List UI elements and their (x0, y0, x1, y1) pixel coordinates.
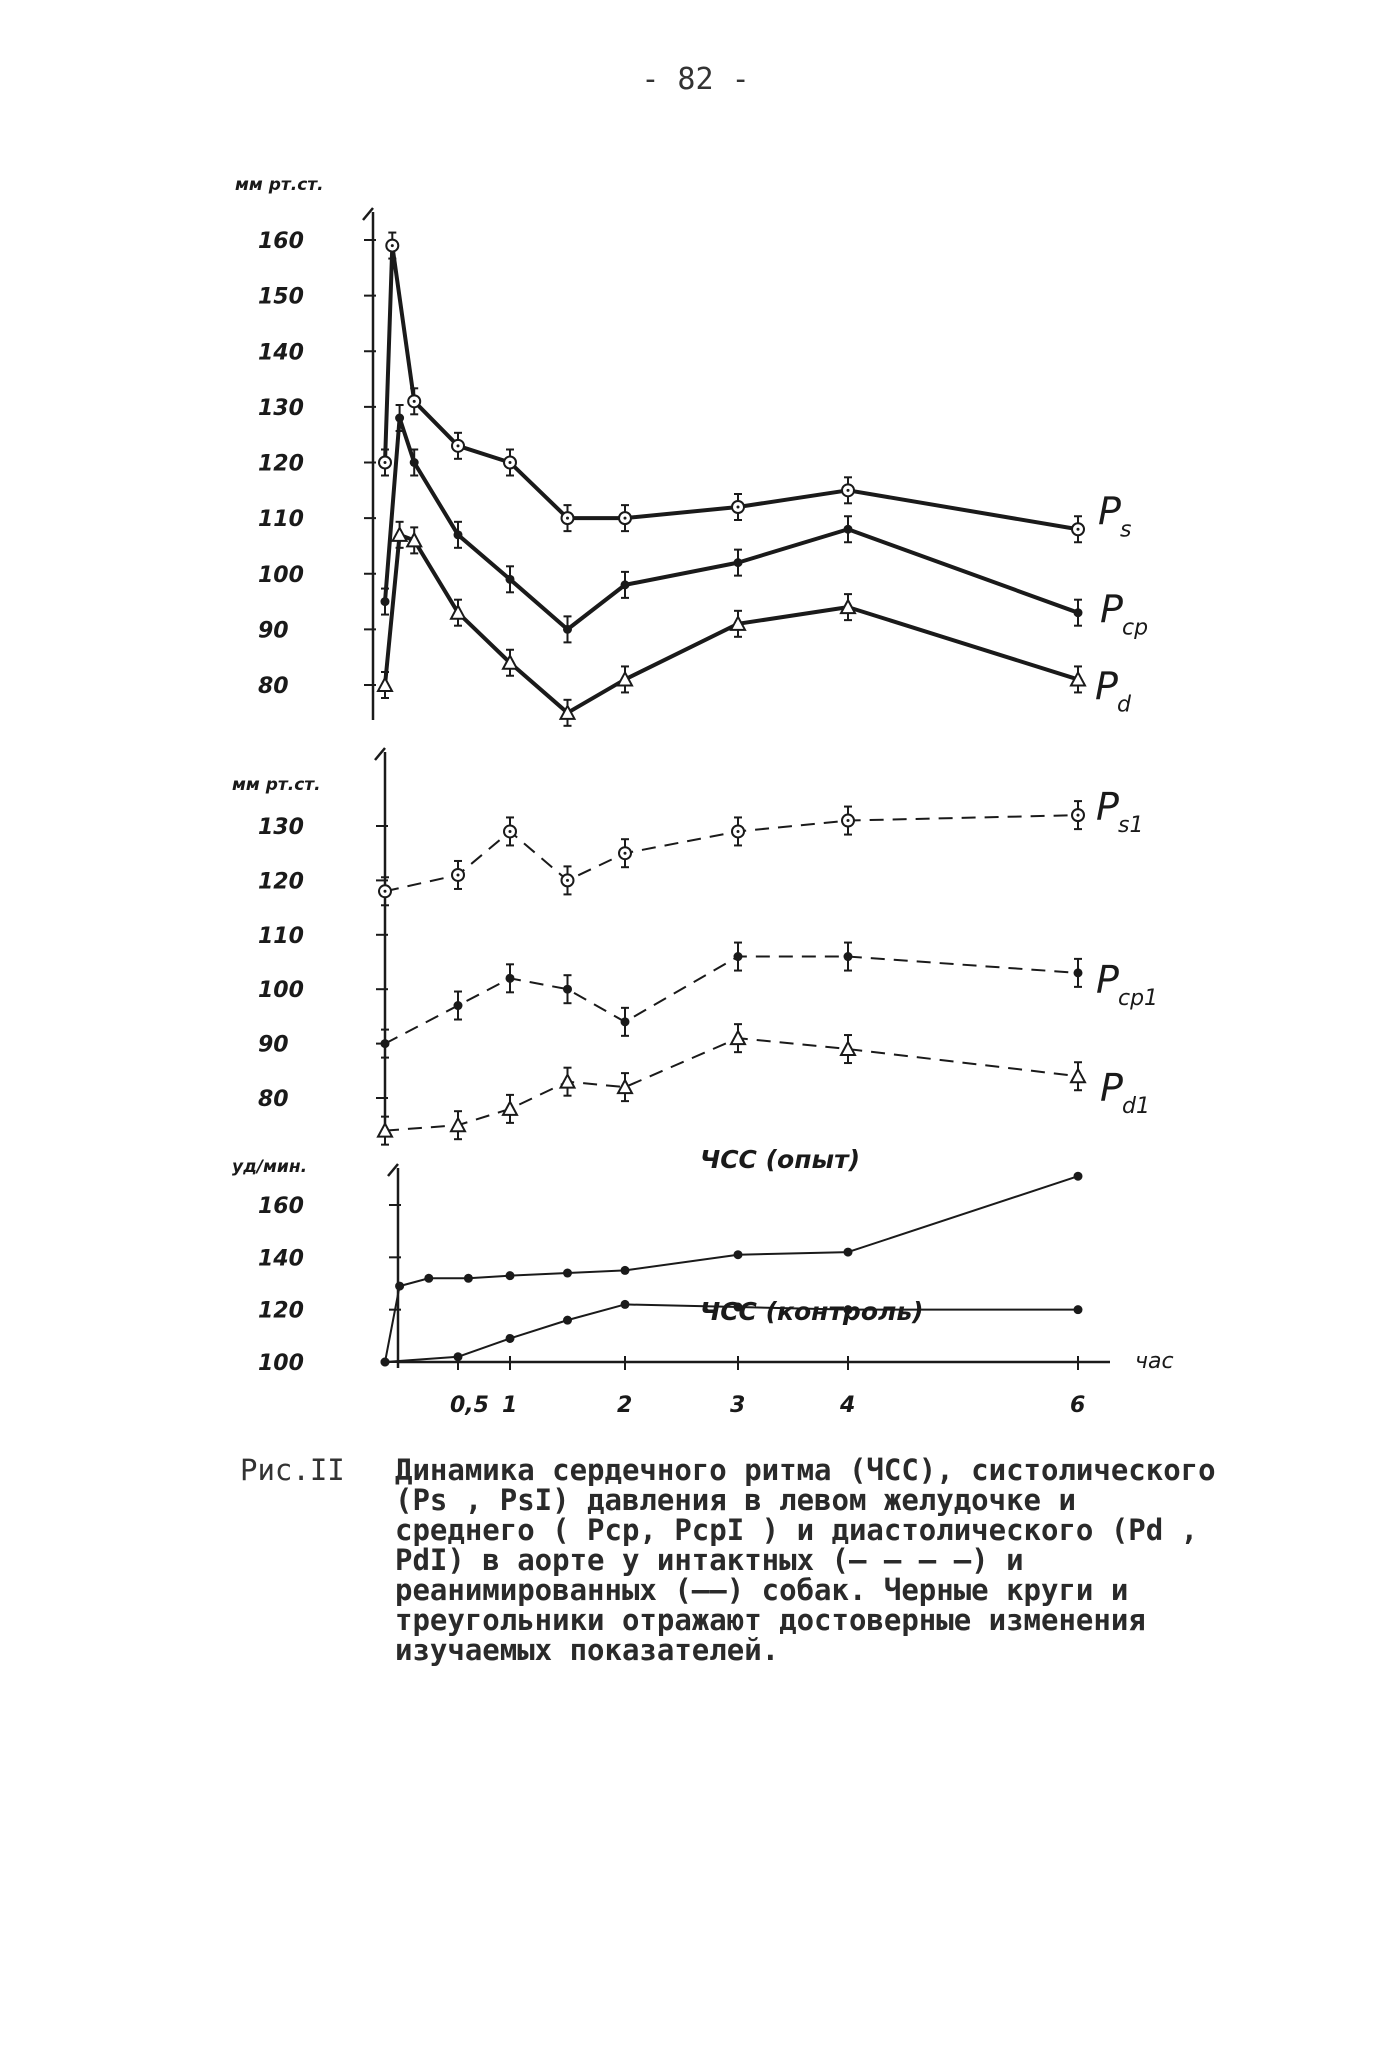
data-point-center (847, 489, 850, 492)
y-tick-label: 100 (258, 978, 304, 1004)
y-tick-label: 120 (258, 451, 304, 477)
data-point (506, 1334, 515, 1343)
data-point-center (847, 819, 850, 822)
data-point (1074, 608, 1083, 617)
y-tick-label: 120 (258, 869, 304, 895)
data-point (618, 1080, 632, 1093)
data-point (1074, 968, 1083, 977)
data-point-center (624, 852, 627, 855)
data-point-center (413, 400, 416, 403)
y-tick-label: 110 (258, 923, 304, 949)
data-point (381, 1039, 390, 1048)
series-line-Pcp (385, 418, 1078, 629)
y-tick-label: 80 (258, 1087, 289, 1112)
x-tick-label: 2 (617, 1393, 633, 1418)
data-point (454, 1352, 463, 1361)
data-point (621, 1266, 630, 1275)
data-point-center (566, 879, 569, 882)
series-sublabel-Ps: s (1120, 517, 1132, 543)
series-label-Pd1: P (1100, 1066, 1123, 1111)
data-point-center (391, 244, 394, 247)
data-point-center (566, 517, 569, 520)
data-point (506, 575, 515, 584)
data-point (410, 458, 419, 467)
y-tick-label: 130 (258, 395, 304, 421)
data-point (844, 525, 853, 534)
data-point (621, 580, 630, 589)
data-point (563, 985, 572, 994)
data-point (378, 678, 392, 691)
data-point (563, 1269, 572, 1278)
axis-break-mark (388, 1164, 398, 1176)
series-sublabel-Ps1: s1 (1118, 813, 1144, 839)
data-point (1074, 1172, 1083, 1181)
data-point-center (384, 461, 387, 464)
axis-break-mark (375, 748, 385, 760)
data-point (563, 1316, 572, 1325)
y-tick-label: 150 (258, 284, 304, 310)
data-point (734, 952, 743, 961)
data-point-center (457, 873, 460, 876)
y-tick-label: 140 (258, 1246, 304, 1272)
data-point-center (1077, 814, 1080, 817)
y-tick-label: 100 (258, 1351, 304, 1376)
data-point-center (624, 517, 627, 520)
data-point-center (509, 461, 512, 464)
data-point (844, 1248, 853, 1257)
y-unit-label: мм рт.ст. (232, 775, 321, 795)
x-tick-label: 6 (1070, 1393, 1086, 1418)
data-point (841, 1042, 855, 1055)
data-point (381, 597, 390, 606)
x-unit-label: час (1135, 1349, 1174, 1374)
data-point (464, 1274, 473, 1283)
data-point (621, 1300, 630, 1309)
series-line-ЧСС (опыт) (385, 1176, 1078, 1362)
data-point (844, 952, 853, 961)
y-tick-label: 110 (258, 507, 304, 533)
y-tick-label: 130 (258, 815, 304, 840)
series-label-Pcp1: P (1096, 957, 1119, 1002)
data-point-center (509, 830, 512, 833)
x-tick-label: 0,5 (450, 1393, 489, 1418)
data-point (621, 1017, 630, 1026)
data-point (563, 625, 572, 634)
series-line-Ps (385, 246, 1078, 530)
x-tick-label: 3 (730, 1393, 746, 1418)
data-point (424, 1274, 433, 1283)
x-tick-label: 4 (840, 1393, 856, 1418)
series-sublabel-Pd: d (1117, 692, 1131, 718)
data-point (381, 1358, 390, 1367)
y-tick-label: 120 (258, 1298, 304, 1324)
data-point (1071, 1069, 1085, 1082)
x-tick-label: 1 (502, 1393, 518, 1418)
axis-break-mark (363, 208, 373, 220)
series-label-hr-control: ЧСС (контроль) (700, 1297, 924, 1326)
series-sublabel-Pcp: cp (1122, 615, 1149, 641)
page-number: - 82 - (641, 62, 750, 97)
series-label-Ps: P (1098, 489, 1121, 534)
panel-heart-rate (232, 1145, 1174, 1418)
data-point (395, 414, 404, 423)
data-point (734, 1250, 743, 1259)
y-tick-label: 100 (258, 562, 304, 588)
data-point (503, 1102, 517, 1115)
data-point-center (737, 506, 740, 509)
y-tick-label: 90 (258, 1032, 289, 1058)
data-point (506, 1271, 515, 1280)
series-sublabel-Pd1: d1 (1122, 1094, 1150, 1120)
series-label-Ps1: P (1096, 785, 1119, 830)
data-point (506, 974, 515, 983)
data-point-center (737, 830, 740, 833)
y-tick-label: 160 (258, 1194, 304, 1219)
series-sublabel-Pcp1: cp1 (1118, 985, 1159, 1011)
y-tick-label: 80 (258, 674, 289, 699)
series-label-Pd: P (1095, 664, 1118, 709)
y-tick-label: 140 (258, 340, 304, 366)
y-unit-label: мм рт.ст. (235, 175, 324, 195)
data-point-center (457, 444, 460, 447)
data-point-center (1077, 528, 1080, 531)
y-tick-label: 90 (258, 618, 289, 644)
data-point (395, 1282, 404, 1291)
data-point (734, 558, 743, 567)
caption-label: Рис.II (240, 1453, 345, 1487)
data-point (1074, 1305, 1083, 1314)
data-point (454, 530, 463, 539)
series-line-Ps1 (385, 815, 1078, 891)
series-label-Pcp: P (1100, 587, 1123, 632)
series-line-Pd1 (385, 1038, 1078, 1130)
caption-text: Динамика сердечного ритма (ЧСС), систолического (Ps , PsI) давления в левом желудочке и среднего ( Pcp, PcpI ) и диастолического (Pd , PdI) в аорте у интактных (– – – –) и реанимированных (——) собак. Черные круги и треугольники отражают достоверные изменения изучаемых показателей. (395, 1453, 1216, 1667)
series-line-Pcp1 (385, 957, 1078, 1044)
data-point (454, 1001, 463, 1010)
y-unit-label: уд/мин. (232, 1157, 308, 1177)
data-point (393, 528, 407, 541)
data-point-center (384, 890, 387, 893)
panel-reanimated-pressure (235, 175, 1148, 726)
panel-intact-pressure (232, 748, 1158, 1145)
series-label-hr-experiment: ЧСС (опыт) (700, 1145, 860, 1174)
y-tick-label: 160 (258, 229, 304, 254)
